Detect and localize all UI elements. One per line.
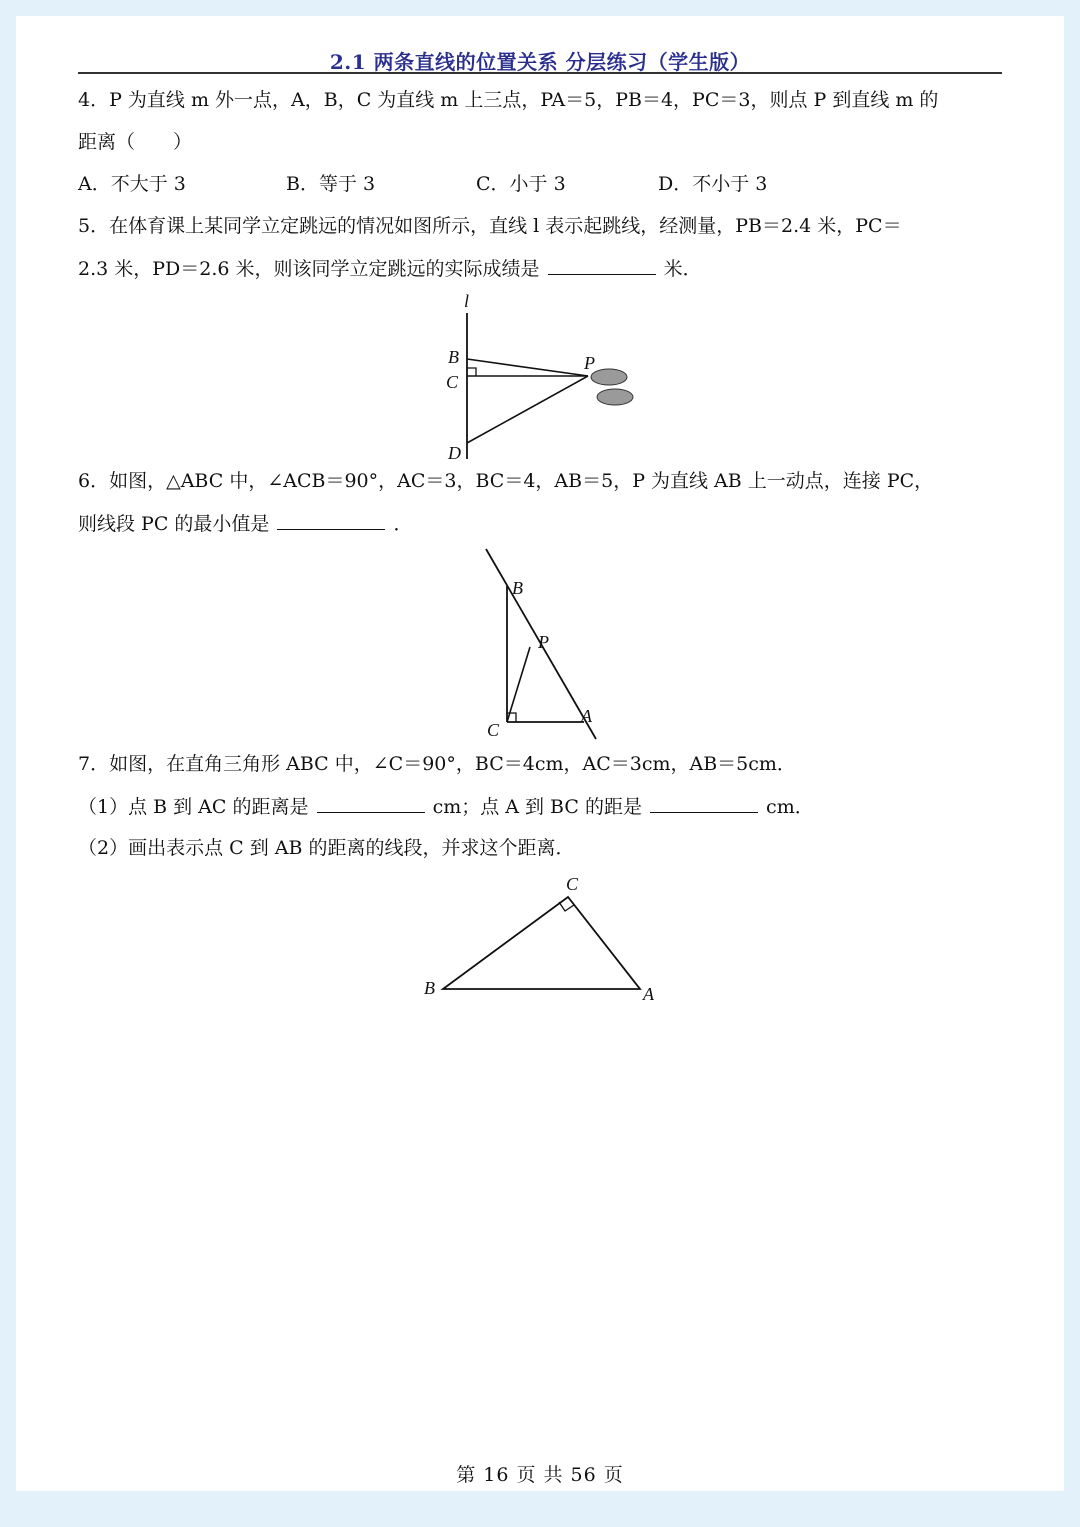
q6-line2 — [78, 511, 413, 536]
q7-part2: （2）画出表示点 C 到 AB 的距离的线段，并求这个距离． — [78, 837, 575, 859]
q7-right-angle-mark — [559, 902, 574, 911]
q6-text-after: ． — [393, 513, 413, 535]
q7-part1-text-after: cm． — [766, 796, 814, 818]
q4-option-d: D．不小于 3 — [658, 173, 768, 195]
q7-part1 — [78, 794, 814, 819]
q6-line1: 6．如图，△ABC 中，∠ACB＝90°，AC＝3，BC＝4，AB＝5，P 为直线 AB 上一动点，连接 PC， — [78, 470, 934, 492]
q5-footprint-1 — [591, 369, 627, 385]
q5-right-angle-mark — [467, 368, 476, 376]
q7-label-c: C — [566, 874, 579, 894]
q7-answer-blank-1[interactable] — [317, 794, 425, 813]
q5-text-after: 米． — [663, 258, 702, 280]
q5-line2 — [78, 256, 702, 281]
q5-label-l: l — [464, 291, 470, 311]
q5-segment-pb — [467, 359, 588, 376]
page-number: 第 16 页 共 56 页 — [456, 1464, 624, 1486]
q6-label-b: B — [512, 578, 523, 598]
q4-line1: 4．P 为直线 m 外一点，A，B，C 为直线 m 上三点，PA＝5，PB＝4，PC＝3，则点 P 到直线 m 的 — [78, 89, 939, 111]
q4-option-b: B．等于 3 — [286, 173, 376, 195]
q5-label-p: P — [584, 353, 595, 373]
q7-part1-text-before: （1）点 B 到 AC 的距离是 — [78, 796, 309, 818]
q7-answer-blank-2[interactable] — [650, 794, 758, 813]
q7-label-a: A — [643, 984, 654, 1004]
q6-figure — [471, 544, 611, 744]
q7-label-b: B — [424, 978, 435, 998]
q5-text-before: 2.3 米，PD＝2.6 米，则该同学立定跳远的实际成绩是 — [78, 258, 540, 280]
q7-figure — [416, 874, 676, 1004]
q5-footprint-2 — [597, 389, 633, 405]
q5-label-d: D — [448, 443, 461, 461]
q6-answer-blank[interactable] — [277, 511, 385, 530]
q5-label-b: B — [448, 347, 459, 367]
page-title: 2.1 两条直线的位置关系 分层练习（学生版） — [329, 50, 751, 74]
q5-line1: 5．在体育课上某同学立定跳远的情况如图所示，直线 l 表示起跳线，经测量，PB＝2.4 米，PC＝ — [78, 215, 902, 237]
q6-label-p: P — [538, 632, 549, 652]
q6-text-before: 则线段 PC 的最小值是 — [78, 513, 270, 535]
q7-part1-text-mid: cm；点 A 到 BC 的距是 — [432, 796, 642, 818]
worksheet-page — [16, 16, 1064, 1491]
q5-segment-pd — [467, 376, 588, 443]
q5-figure — [436, 291, 646, 461]
q6-label-a: A — [581, 706, 592, 726]
q4-option-c: C．小于 3 — [476, 173, 566, 195]
q4-line2: 距离（ ） — [78, 131, 193, 153]
q6-label-c: C — [487, 720, 500, 740]
q5-answer-blank[interactable] — [548, 256, 656, 275]
q7-triangle-abc — [443, 897, 640, 989]
q5-label-c: C — [446, 372, 459, 392]
q6-segment-pc — [507, 647, 530, 722]
q7-line1: 7．如图，在直角三角形 ABC 中，∠C＝90°，BC＝4cm，AC＝3cm，AB＝5cm． — [78, 753, 796, 775]
header-divider — [78, 72, 1002, 74]
q4-option-a: A．不大于 3 — [78, 173, 186, 195]
